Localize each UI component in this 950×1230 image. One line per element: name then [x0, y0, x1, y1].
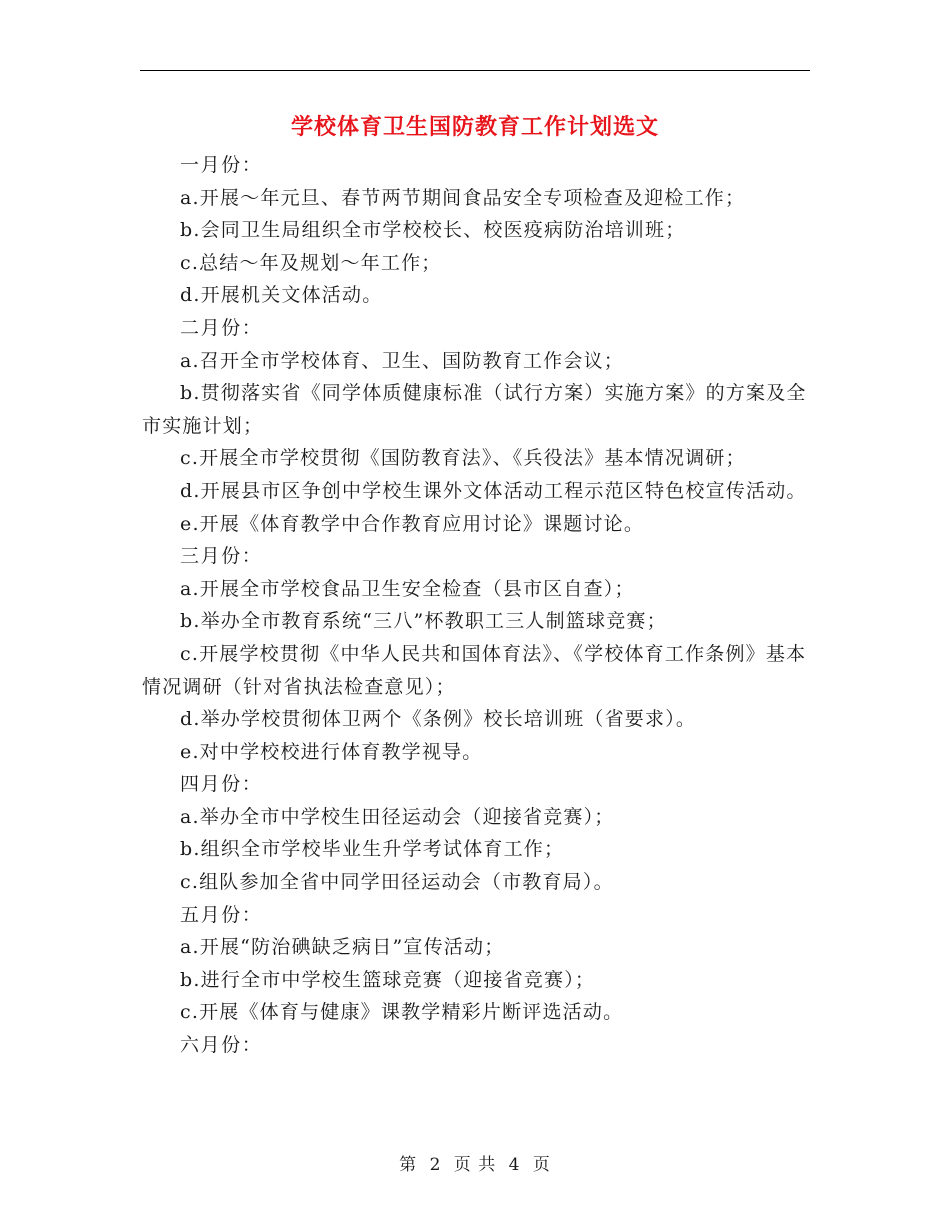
current-page-number: 2	[429, 1155, 442, 1175]
page-label-suffix: 页	[532, 1155, 551, 1175]
plan-item: c.总结～年及规划～年工作；	[180, 251, 442, 274]
total-pages-number: 4	[508, 1155, 521, 1175]
header-rule	[140, 70, 810, 71]
plan-item: a.开展全市学校食品卫生安全检查（县市区自查）；	[180, 577, 635, 600]
month-heading: 一月份：	[180, 154, 263, 176]
plan-item: a.开展“防治碘缺乏病日”宣传活动；	[180, 936, 505, 959]
plan-item: a.开展～年元旦、春节两节期间食品安全专项检查及迎检工作；	[180, 186, 746, 209]
plan-item: b.贯彻落实省《同学体质健康标准（试行方案）实施方案》的方案及全市实施计划；	[142, 382, 807, 437]
plan-item: e.开展《体育教学中合作教育应用讨论》课题讨论。	[180, 512, 645, 535]
page-footer	[0, 1152, 950, 1178]
month-heading: 三月份：	[180, 545, 263, 568]
page-label-prefix: 第	[399, 1155, 418, 1175]
plan-item: b.会同卫生局组织全市学校校长、校医疫病防治培训班；	[180, 219, 686, 242]
plan-item: d.开展机关文体活动。	[180, 284, 383, 307]
plan-item: d.举办学校贯彻体卫两个《条例》校长培训班（省要求）。	[180, 708, 697, 731]
month-heading: 四月份：	[180, 773, 263, 796]
plan-item: e.对中学校校进行体育教学视导。	[180, 740, 483, 763]
plan-item: b.进行全市中学校生篮球竞赛（迎接省竞赛）；	[180, 968, 596, 991]
plan-item: c.组队参加全省中同学田径运动会（市教育局）。	[180, 871, 614, 894]
plan-item: c.开展学校贯彻《中华人民共和国体育法》、《学校体育工作条例》基本情况调研（针对省执法检查意见）；	[142, 642, 807, 698]
plan-item: a.举办全市中学校生田径运动会（迎接省竞赛）；	[180, 805, 615, 828]
document-title: 学校体育卫生国防教育工作计划选文	[290, 114, 659, 140]
plan-item: c.开展《体育与健康》课教学精彩片断评选活动。	[180, 1001, 624, 1024]
month-heading: 六月份：	[180, 1034, 263, 1057]
month-heading: 五月份：	[180, 903, 263, 926]
plan-item: b.组织全市学校毕业生升学考试体育工作；	[180, 838, 565, 861]
plan-item: d.开展县市区争创中学校生课外文体活动工程示范区特色校宣传活动。	[180, 479, 807, 502]
month-heading: 二月份：	[180, 316, 263, 339]
plan-item: b.举办全市教育系统“三八”杯教职工三人制篮球竞赛；	[180, 610, 667, 633]
plan-item: c.开展全市学校贯彻《国防教育法》、《兵役法》基本情况调研；	[180, 447, 746, 470]
document-body	[142, 149, 808, 1062]
page-label-middle: 页 共	[453, 1155, 497, 1175]
plan-item: a.召开全市学校体育、卫生、国防教育工作会议；	[180, 349, 624, 372]
